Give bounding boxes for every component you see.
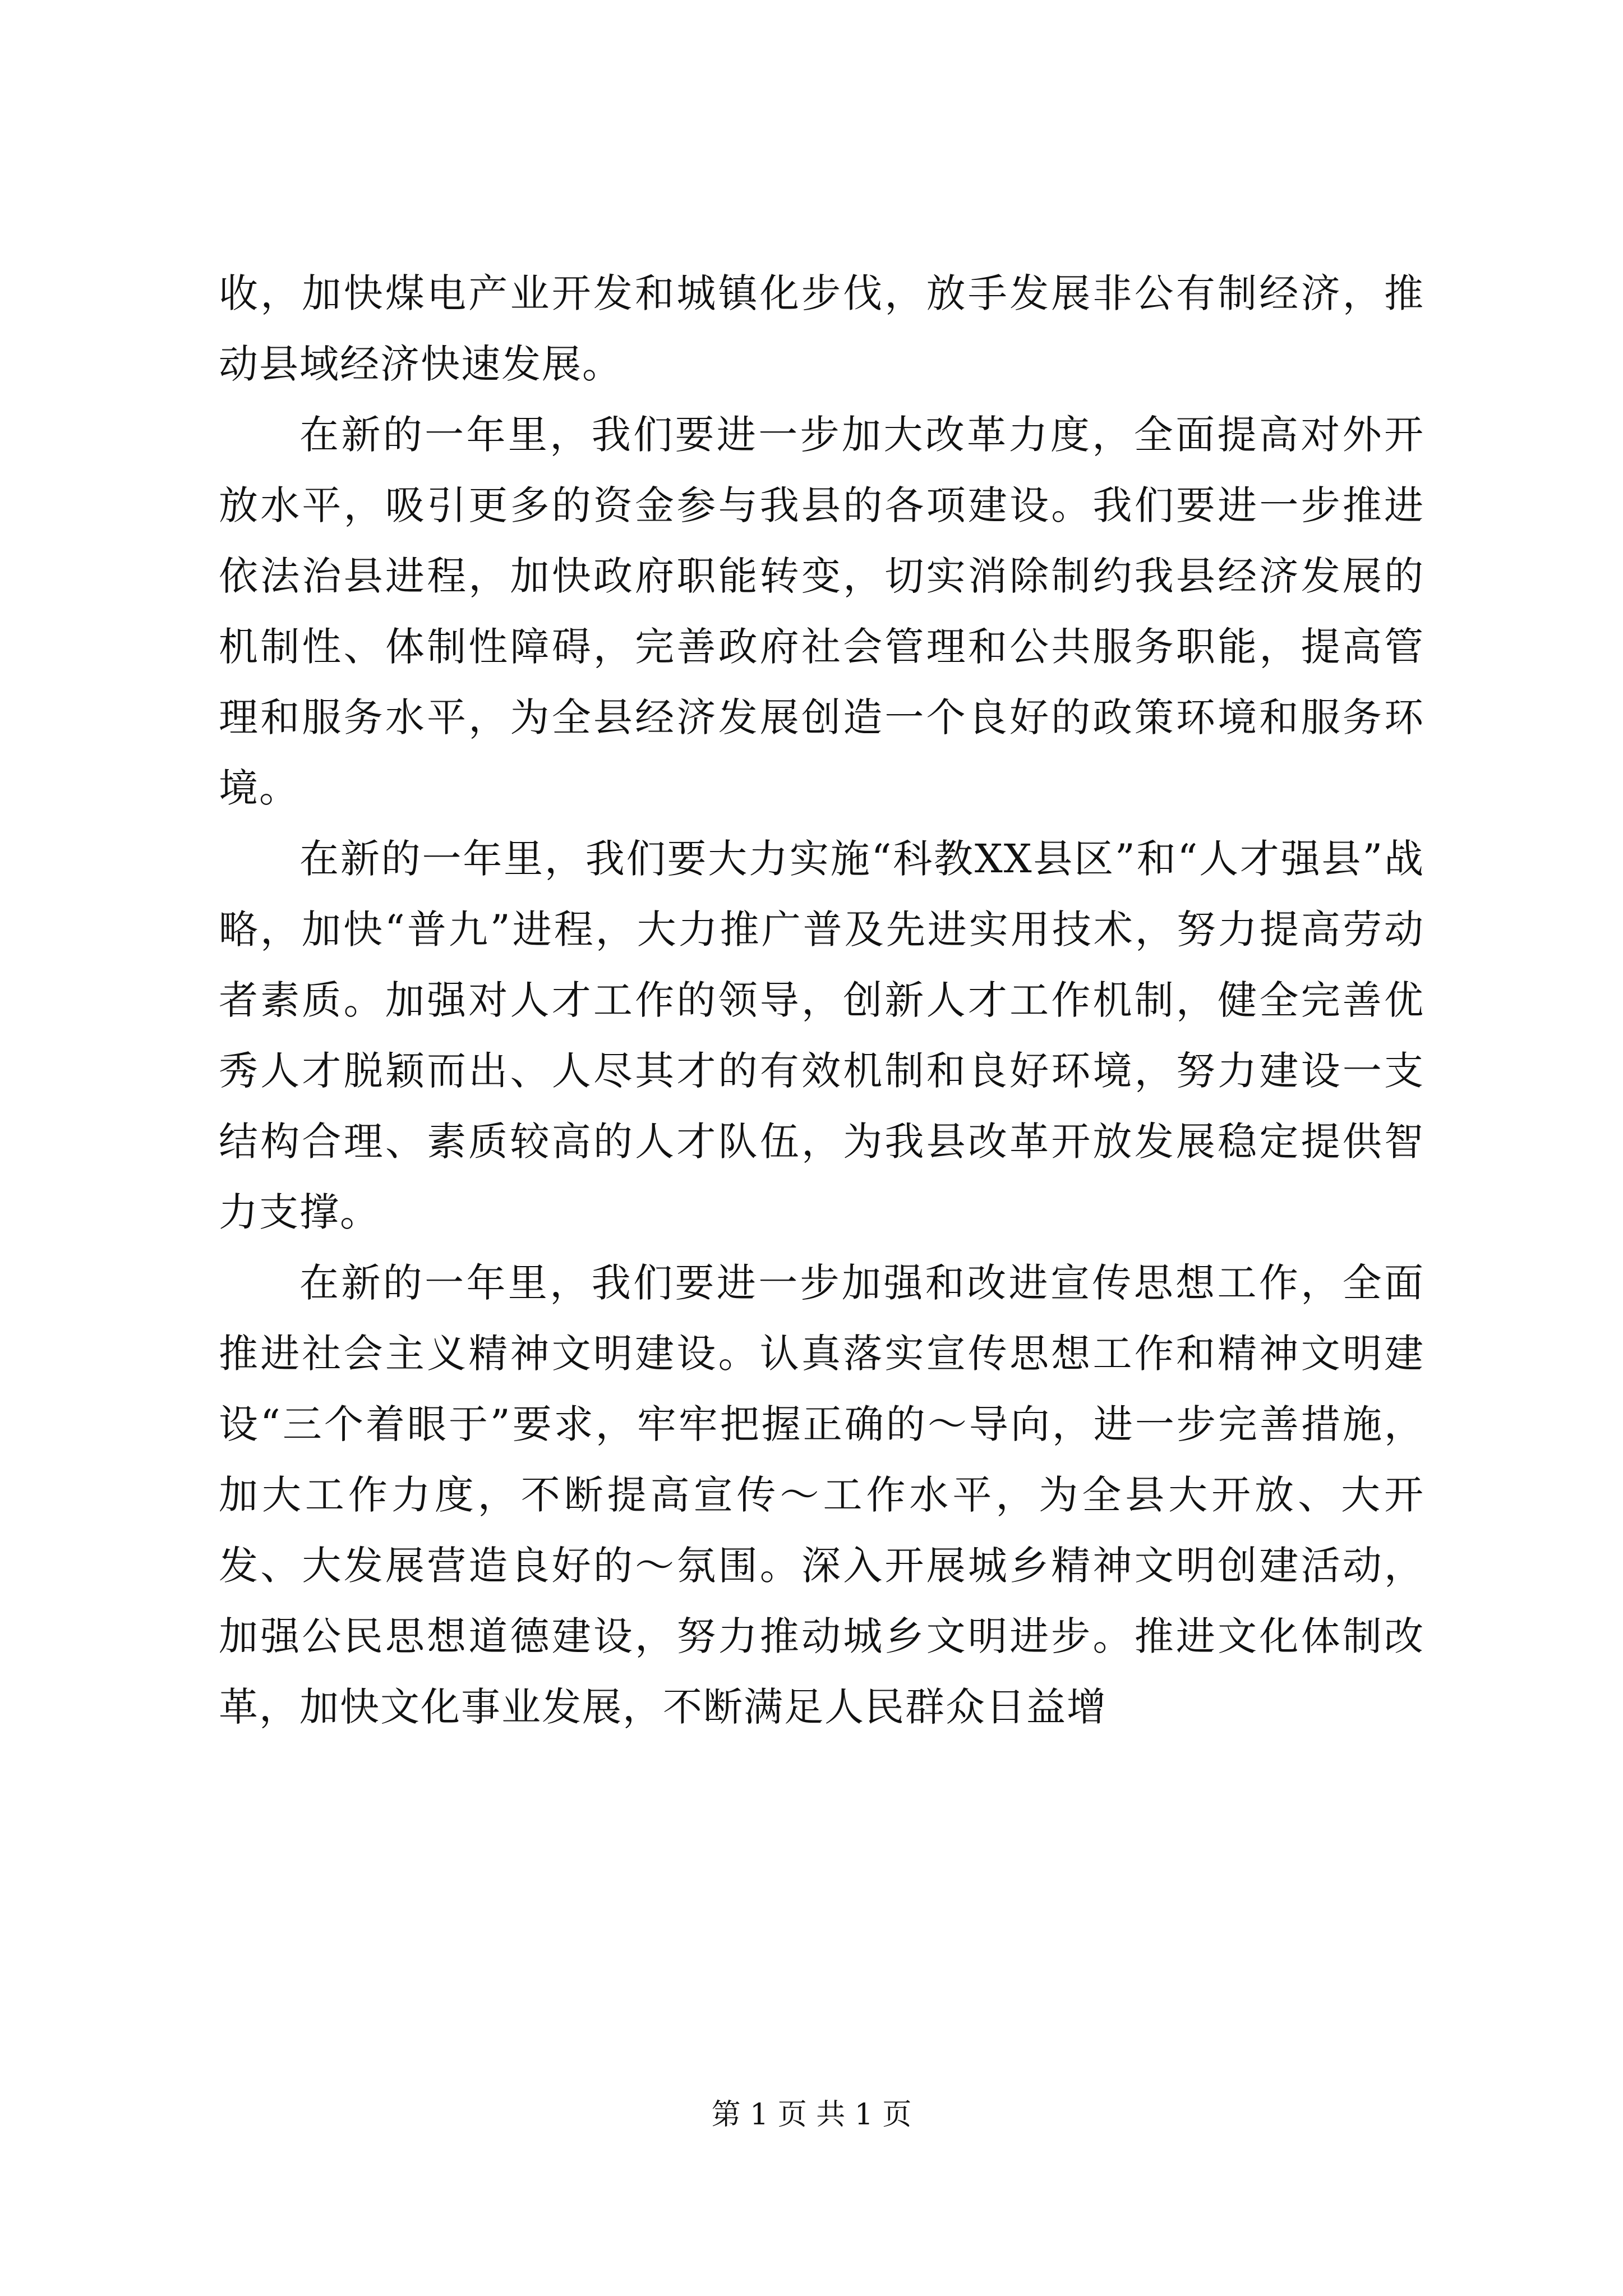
page-footer: 第 1 页 共 1 页 [711,2098,912,2132]
paragraph-1: 收，加快煤电产业开发和城镇化步伐，放手发展非公有制经济，推动县域经济快速发展。 [219,270,1424,387]
paragraph-2: 在新的一年里，我们要进一步加大改革力度，全面提高对外开放水平，吸引更多的资金参与我县的各项建设。我们要进一步推进依法治县进程，加快政府职能转变，切实消除制约我县经济发展的机制性、体制性障碍，完善政府社会管理和公共服务职能，提高管理和服务水平，为全县经济发展创造一个良好的政策环境和服务环境。 [219,412,1424,811]
document-body [219,258,1424,1742]
paragraph-3: 在新的一年里，我们要大力实施“科教XX县区”和“人才强县”战略，加快“普九”进程，大力推广普及先进实用技术，努力提高劳动者素质。加强对人才工作的领导，创新人才工作机制，健全完善优秀人才脱颖而出、人尽其才的有效机制和良好环境，努力建设一支结构合理、素质较高的人才队伍，为我县改革开放发展稳定提供智力支撑。 [219,836,1424,1235]
paragraph-4: 在新的一年里，我们要进一步加强和改进宣传思想工作，全面推进社会主义精神文明建设。认真落实宣传思想工作和精神文明建设“三个着眼于”要求，牢牢把握正确的～导向，进一步完善措施，加大工作力度，不断提高宣传～工作水平，为全县大开放、大开发、大发展营造良好的～氛围。深入开展城乡精神文明创建活动，加强公民思想道德建设，努力推动城乡文明进步。推进文化体制改革，加快文化事业发展，不断满足人民群众日益增 [219,1260,1424,1730]
